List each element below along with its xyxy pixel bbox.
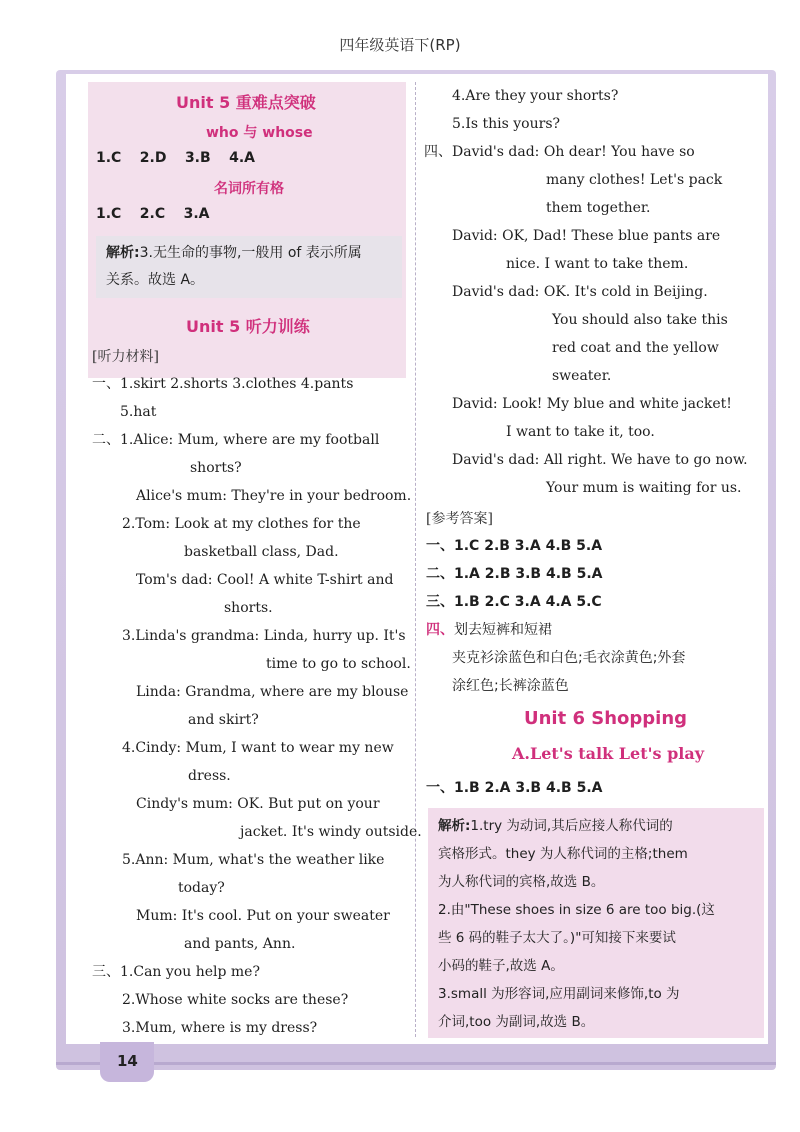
bottom-rule xyxy=(56,1062,776,1065)
answer-item: 2.C xyxy=(139,206,166,222)
dialog-line: red coat and the yellow xyxy=(552,340,719,356)
analysis-box-2 xyxy=(428,808,764,1038)
reference-answer-label: [参考答案] xyxy=(426,511,493,527)
dialog-line: nice. I want to take them. xyxy=(506,256,689,272)
analysis-box-1 xyxy=(96,236,402,298)
dialog-line: Mum: It's cool. Put on your sweater xyxy=(136,908,390,924)
dialog-line: many clothes! Let's pack xyxy=(546,172,723,188)
answer-row: 一、1.C 2.B 3.A 4.B 5.A xyxy=(426,538,603,554)
dialog-line: them together. xyxy=(546,200,651,216)
answer-text: 涂红色;长裤涂蓝色 xyxy=(452,678,569,694)
question-line: 2.Whose white socks are these? xyxy=(122,992,349,1008)
unit6-title: Unit 6 Shopping xyxy=(524,708,688,729)
analysis-label: 解析: xyxy=(106,245,140,261)
dialog-line: David: OK, Dad! These blue pants are xyxy=(452,228,721,244)
dialog-line: today? xyxy=(178,880,225,896)
analysis-line: 3.small 为形容词,应用副词来修饰,to 为 xyxy=(438,986,680,1002)
unit6-subtitle: A.Let's talk Let's play xyxy=(512,744,704,763)
answer-item: 1.C xyxy=(96,150,122,166)
section-number: 一、 xyxy=(92,376,120,392)
section-four xyxy=(424,142,695,162)
answer-row-2 xyxy=(96,206,224,222)
dialog-line: Tom's dad: Cool! A white T-shirt and xyxy=(136,572,394,588)
answer-item: 4.A xyxy=(229,150,256,166)
section-number: 四、 xyxy=(426,622,454,638)
analysis-label: 解析: xyxy=(438,818,471,834)
answer-row: 一、1.B 2.A 3.B 4.B 5.A xyxy=(426,780,603,796)
dialog-line: jacket. It's windy outside. xyxy=(240,824,422,840)
question-line: 4.Are they your shorts? xyxy=(452,88,619,104)
answer-row-1 xyxy=(96,150,269,166)
dialog-line: shorts? xyxy=(190,460,242,476)
analysis-line: 介词,too 为副词,故选 B。 xyxy=(438,1014,595,1030)
dialog-line: sweater. xyxy=(552,368,612,384)
analysis-line xyxy=(106,240,392,267)
analysis-line: 为人称代词的宾格,故选 B。 xyxy=(438,874,605,890)
dialog-line: Alice's mum: They're in your bedroom. xyxy=(136,488,412,504)
listening-title: Unit 5 听力训练 xyxy=(186,317,310,336)
dialog-line: You should also take this xyxy=(552,312,728,328)
dialog-line: 1.Alice: Mum, where are my football xyxy=(120,432,380,448)
question-line: 3.Mum, where is my dress? xyxy=(122,1020,318,1036)
word-list: 1.skirt 2.shorts 3.clothes 4.pants xyxy=(120,376,354,392)
answer-item: 3.A xyxy=(183,206,210,222)
page-header: 四年级英语下(RP) xyxy=(339,36,461,54)
section-three xyxy=(92,962,260,982)
dialog-line: Your mum is waiting for us. xyxy=(546,480,742,496)
analysis-line xyxy=(438,812,754,840)
page-number: 14 xyxy=(117,1052,138,1070)
dialog-line: Cindy's mum: OK. But put on your xyxy=(136,796,380,812)
answer-text: 夹克衫涂蓝色和白色;毛衣涂黄色;外套 xyxy=(452,650,686,666)
analysis-text: 3.无生命的事物,一般用 of 表示所属 xyxy=(139,245,362,261)
who-whose-heading: who 与 whose xyxy=(206,125,313,141)
dialog-line: David's dad: All right. We have to go now. xyxy=(452,452,748,468)
dialog-line: basketball class, Dad. xyxy=(184,544,339,560)
left-column xyxy=(66,74,422,1044)
dialog-line: and pants, Ann. xyxy=(184,936,296,952)
material-label: [听力材料] xyxy=(92,349,159,365)
section-number: 三、 xyxy=(92,964,120,980)
dialog-line: David: Look! My blue and white jacket! xyxy=(452,396,732,412)
section-number: 四、 xyxy=(424,144,452,160)
answer-item: 1.C xyxy=(96,206,122,222)
question-line: 5.Is this yours? xyxy=(452,116,561,132)
right-column xyxy=(422,74,768,1044)
dialog-line: 2.Tom: Look at my clothes for the xyxy=(122,516,361,532)
section-four-answer xyxy=(426,620,552,640)
dialog-line: shorts. xyxy=(224,600,273,616)
analysis-line: 些 6 码的鞋子太大了。)"可知接下来要试 xyxy=(438,930,676,946)
answer-sheet xyxy=(66,74,768,1044)
question-line: 1.Can you help me? xyxy=(120,964,260,980)
dialog-line: David's dad: OK. It's cold in Beijing. xyxy=(452,284,708,300)
section-one xyxy=(92,374,353,394)
answer-row: 三、1.B 2.C 3.A 4.A 5.C xyxy=(426,594,602,610)
analysis-text: 1.try 为动词,其后应接人称代词的 xyxy=(470,818,673,834)
answer-item: 3.B xyxy=(184,150,211,166)
dialog-line: 3.Linda's grandma: Linda, hurry up. It's xyxy=(122,628,406,644)
answer-row: 二、1.A 2.B 3.B 4.B 5.A xyxy=(426,566,603,582)
analysis-line: 小码的鞋子,故选 A。 xyxy=(438,958,564,974)
unit5-title: Unit 5 重难点突破 xyxy=(176,93,316,112)
section-number: 二、 xyxy=(92,432,120,448)
answer-text: 划去短裤和短裙 xyxy=(454,622,552,638)
dialog-line: David's dad: Oh dear! You have so xyxy=(452,144,695,160)
word-list-cont: 5.hat xyxy=(120,404,157,420)
analysis-line: 宾格形式。they 为人称代词的主格;them xyxy=(438,846,688,862)
dialog-line: dress. xyxy=(188,768,231,784)
dialog-line: time to go to school. xyxy=(266,656,411,672)
dialog-line: and skirt? xyxy=(188,712,259,728)
analysis-line: 2.由"These shoes in size 6 are too big.(这 xyxy=(438,902,715,918)
possessive-heading: 名词所有格 xyxy=(214,181,284,197)
dialog-line: I want to take it, too. xyxy=(506,424,655,440)
dialog-line: Linda: Grandma, where are my blouse xyxy=(136,684,409,700)
analysis-line: 关系。故选 A。 xyxy=(106,272,205,288)
dialog-line: 4.Cindy: Mum, I want to wear my new xyxy=(122,740,394,756)
answer-item: 2.D xyxy=(139,150,167,166)
section-two xyxy=(92,430,379,450)
column-divider xyxy=(415,82,416,1037)
dialog-line: 5.Ann: Mum, what's the weather like xyxy=(122,852,385,868)
